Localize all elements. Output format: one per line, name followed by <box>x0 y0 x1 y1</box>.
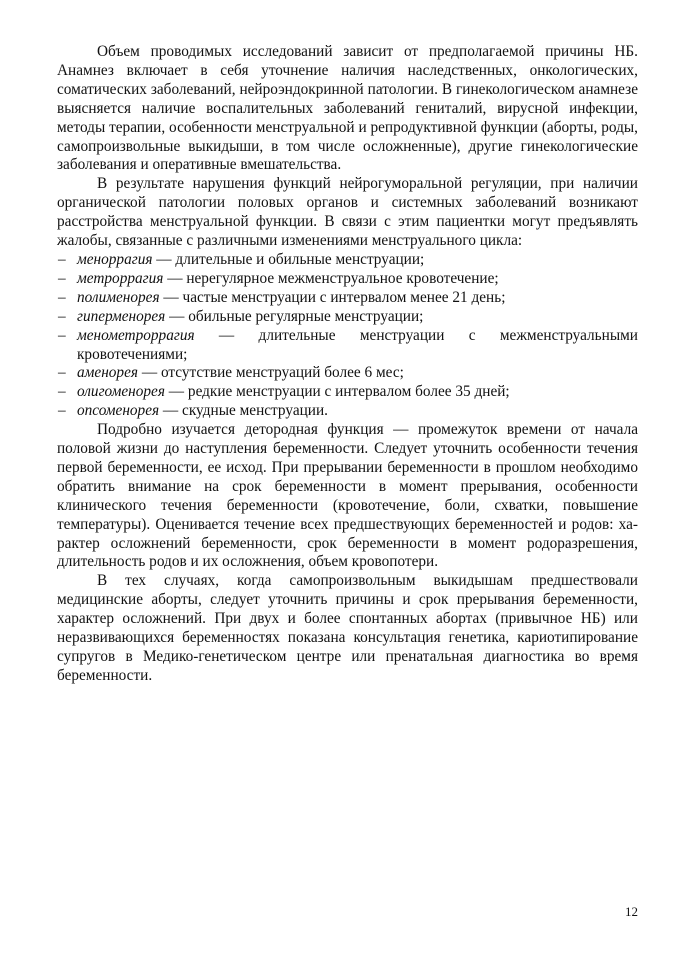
list-item <box>57 364 638 383</box>
definition: — скудные менструации. <box>159 402 328 420</box>
definition: — нерегулярное межменструальное кровотечение; <box>163 269 499 287</box>
list-item <box>57 251 638 270</box>
list-item <box>57 383 638 402</box>
list-dash: – <box>58 269 66 287</box>
term: аменорея <box>77 364 138 382</box>
definition: — отсутствие менструаций более 6 мес; <box>138 364 404 382</box>
term: опсоменорея <box>77 402 160 420</box>
definition: — редкие менструации с интервалом более 35 дней; <box>164 383 510 401</box>
definition: — длительные и обильные менструации; <box>152 250 425 268</box>
paragraph-reproductive-function: Подробно изучается детородная функция — промежуток времени от начала половой жизни до наступления беременности. Следует уточнить особенности течения первой беременности, ее исход. При прерывании беременности в прошлом необходимо обратить внимание на срок беременности в момент прерывания, особенности клинического течения беременности (кровотечение, боли, схватки, повышение температуры). Оценивается течение всех предшествующих беременностей и родов: характер осложнений беременности, срок беременности в момент родоразрешения, длительность родов и их осложнения, объем кровопотери. <box>57 421 638 571</box>
page-number: 12 <box>625 904 638 919</box>
list-dash: – <box>58 326 66 344</box>
list-dash: – <box>58 288 66 306</box>
definition: — частые менструации с интервалом менее 21 день; <box>159 288 506 306</box>
list-dash: – <box>58 307 66 325</box>
term: менометроррагия <box>77 326 195 344</box>
list-dash: – <box>58 402 66 420</box>
definition: — длительные менструации с межменструальными кровотечениями; <box>77 326 638 363</box>
paragraph-prior-abortions: В тех случаях, когда самопроизвольным выкидышам предшествовали медицинские аборты, следует уточнить причины и срок прерывания беременности, характер осложнений. При двух и более спонтанных абортах (привычное НБ) или неразвивающихся беременностях показана консультация генетика, кариотипирование супругов в Медико-генетическом центре или пренатальная диагностика во время беременности. <box>57 572 638 684</box>
paragraph-examination-scope: Объем проводимых исследований зависит от предполагаемой причины НБ. Анамнез включает в себя уточнение наличия наследственных, онкологических, соматических заболеваний, нейроэндокринной патологии. В гинекологическом анамнезе выясняется наличие воспалительных заболеваний гениталий, вирусной инфекции, методы терапии, особенности менструальной и репродуктивной функции (аборты, роды, самопроизвольные выкидыши, в том числе осложненные), другие гинекологические заболевания и оперативные вмешательства. <box>57 43 638 174</box>
term: метроррагия <box>77 269 164 287</box>
list-dash: – <box>58 383 66 401</box>
menstrual-disorders-list <box>57 251 638 421</box>
term: меноррагия <box>77 250 153 268</box>
list-item <box>57 327 638 365</box>
definition: — обильные регулярные менструации; <box>165 307 424 325</box>
paragraph-menstrual-dysfunction: В результате нарушения функций нейрогуморальной регуляции, при наличии органической патологии половых органов и системных заболеваний возникают расстройства менструальной функции. В связи с этим пациентки могут предъявлять жалобы, связанные с различными изменениями менструального цикла: <box>57 175 638 250</box>
list-item <box>57 289 638 308</box>
term: полименорея <box>77 288 160 306</box>
term: олигоменорея <box>77 383 165 401</box>
list-item <box>57 308 638 327</box>
term: гиперменорея <box>77 307 166 325</box>
document-page <box>57 43 638 686</box>
list-dash: – <box>58 250 66 268</box>
list-item <box>57 270 638 289</box>
list-dash: – <box>58 364 66 382</box>
list-item <box>57 402 638 421</box>
